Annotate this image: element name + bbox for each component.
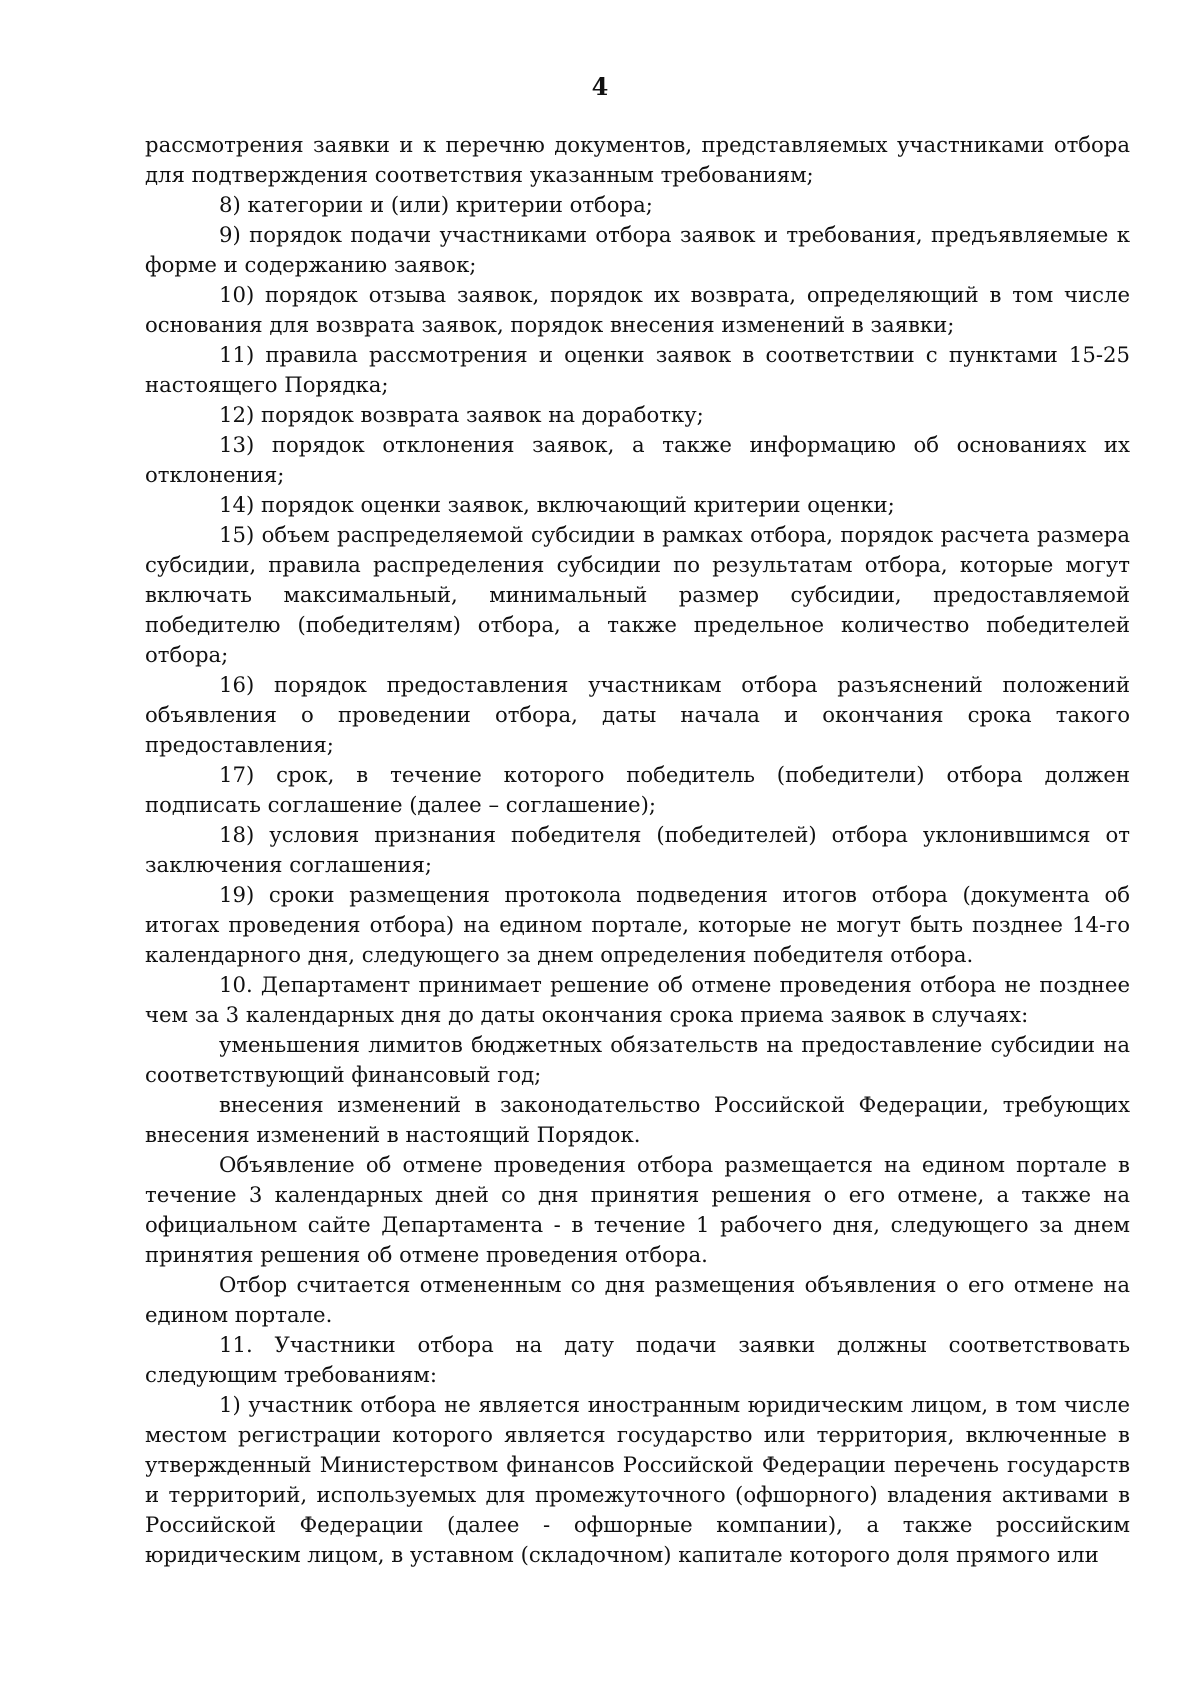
- list-item-8: 8) категории и (или) критерии отбора;: [219, 192, 653, 217]
- list-item-14: 14) порядок оценки заявок, включающий критерии оценки;: [219, 492, 895, 517]
- list-item-12: 12) порядок возврата заявок на доработку;: [219, 402, 704, 427]
- list-item-11: 11) правила рассмотрения и оценки заявок в соответствии с пунктами 15-25 настоящего Порядка;: [145, 342, 1130, 397]
- clause-10: 10. Департамент принимает решение об отмене проведения отбора не позднее чем за 3 календарных дня до даты окончания срока приема заявок в случаях:: [145, 972, 1130, 1027]
- list-item-13: 13) порядок отклонения заявок, а также информацию об основаниях их отклонения;: [145, 432, 1130, 487]
- list-item-10: 10) порядок отзыва заявок, порядок их возврата, определяющий в том числе основания для возврата заявок, порядок внесения изменений в заявки;: [145, 282, 1130, 337]
- list-item-16: 16) порядок предоставления участникам отбора разъяснений положений объявления о проведении отбора, даты начала и окончания срока такого предоставления;: [145, 672, 1130, 757]
- list-item-18: 18) условия признания победителя (победителей) отбора уклонившимся от заключения соглашения;: [145, 822, 1130, 877]
- clause-10-case-2: внесения изменений в законодательство Российской Федерации, требующих внесения изменений в настоящий Порядок.: [145, 1092, 1130, 1147]
- list-item-19: 19) сроки размещения протокола подведения итогов отбора (документа об итогах проведения отбора) на едином портале, которые не могут быть позднее 14-го календарного дня, следующего за днем определения победителя отбора.: [145, 882, 1130, 967]
- clause-10-case-1: уменьшения лимитов бюджетных обязательств на предоставление субсидии на соответствующий финансовый год;: [145, 1032, 1130, 1087]
- paragraph-continuation: рассмотрения заявки и к перечню документов, представляемых участниками отбора для подтверждения соответствия указанным требованиям;: [145, 132, 1130, 187]
- list-item-17: 17) срок, в течение которого победитель (победители) отбора должен подписать соглашение (далее – соглашение);: [145, 762, 1130, 817]
- document-body: [145, 130, 1130, 1570]
- cancellation-announcement-paragraph: Объявление об отмене проведения отбора размещается на едином портале в течение 3 календарных дней со дня принятия решения о его отмене, а также на официальном сайте Департамента - в течение 1 рабочего дня, следующего за днем принятия решения об отмене проведения отбора.: [145, 1152, 1130, 1267]
- clause-11: 11. Участники отбора на дату подачи заявки должны соответствовать следующим требованиям:: [145, 1332, 1130, 1387]
- clause-11-item-1: 1) участник отбора не является иностранным юридическим лицом, в том числе местом регистрации которого является государство или территория, включенные в утвержденный Министерством финансов Российской Федерации перечень государств и территорий, используемых для промежуточного (офшорного) владения активами в Российской Федерации (далее - офшорные компании), а также российским юридическим лицом, в уставном (складочном) капитале которого доля прямого или: [145, 1392, 1130, 1567]
- list-item-9: 9) порядок подачи участниками отбора заявок и требования, предъявляемые к форме и содержанию заявок;: [145, 222, 1130, 277]
- list-item-15: 15) объем распределяемой субсидии в рамках отбора, порядок расчета размера субсидии, правила распределения субсидии по результатам отбора, которые могут включать максимальный, минимальный размер субсидии, предоставляемой победителю (победителям) отбора, а также предельное количество победителей отбора;: [145, 522, 1130, 667]
- cancellation-effective-paragraph: Отбор считается отмененным со дня размещения объявления о его отмене на едином портале.: [145, 1272, 1130, 1327]
- page-number: 4: [591, 72, 609, 101]
